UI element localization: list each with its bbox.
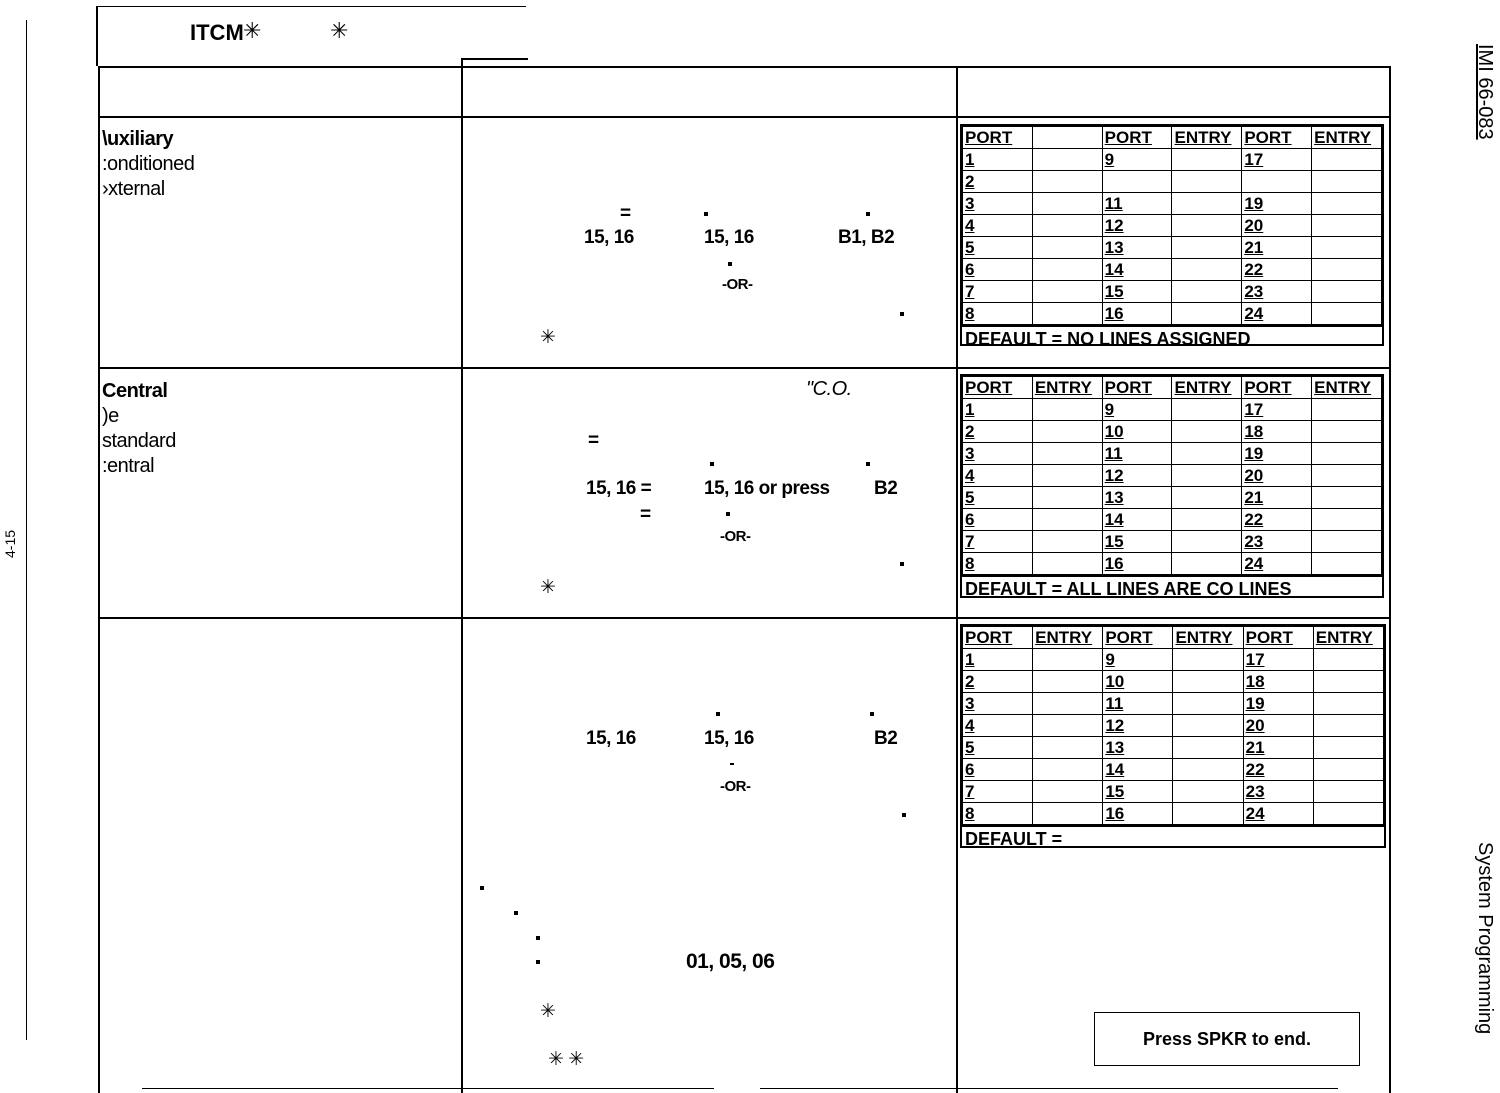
port-cell (1242, 171, 1312, 193)
port-cell: 2 (963, 671, 1033, 693)
entry-cell[interactable] (1312, 303, 1382, 325)
bullet (716, 712, 720, 716)
entry-cell[interactable] (1172, 149, 1242, 171)
port-cell: 15 (1102, 281, 1172, 303)
port-cell: 22 (1243, 759, 1313, 781)
port-numbers: 15, 16 = (586, 478, 652, 499)
port-cell: 13 (1102, 487, 1172, 509)
port-cell: 17 (1242, 149, 1312, 171)
port-entry-grid (960, 374, 1384, 598)
entry-cell[interactable] (1032, 171, 1102, 193)
port-cell: 17 (1243, 649, 1313, 671)
port-cell: 11 (1102, 443, 1172, 465)
port-cell: 11 (1103, 693, 1173, 715)
port-numbers: 15, 16 (704, 227, 754, 248)
bottom-rule-right (760, 1088, 1338, 1089)
or-label: -OR- (720, 778, 751, 795)
table-top-rule (98, 66, 1390, 68)
column-header-rule (98, 116, 1390, 118)
grid-header: PORT (1103, 627, 1173, 649)
entry-cell[interactable] (1033, 737, 1103, 759)
bullet (514, 911, 518, 915)
bullet (728, 262, 732, 266)
port-cell: 15 (1102, 531, 1172, 553)
port-cell: 11 (1102, 193, 1172, 215)
entry-cell[interactable] (1032, 303, 1102, 325)
entry-cell[interactable] (1172, 509, 1242, 531)
entry-cell[interactable] (1312, 399, 1382, 421)
port-cell: 12 (1102, 465, 1172, 487)
entry-cell[interactable] (1312, 465, 1382, 487)
bullet (704, 212, 708, 216)
entry-cell[interactable] (1313, 759, 1383, 781)
port-cell: 14 (1103, 759, 1173, 781)
entry-cell[interactable] (1312, 149, 1382, 171)
entry-cell[interactable] (1032, 237, 1102, 259)
port-numbers: 15, 16 or press (704, 478, 830, 499)
grid-header: ENTRY (1312, 377, 1382, 399)
entry-cell[interactable] (1032, 281, 1102, 303)
row2-line: )e (102, 405, 119, 427)
entry-cell[interactable] (1312, 171, 1382, 193)
entry-cell[interactable] (1172, 259, 1242, 281)
default-note: DEFAULT = ALL LINES ARE CO LINES (962, 575, 1382, 601)
entry-cell[interactable] (1032, 149, 1102, 171)
bullet (900, 312, 904, 316)
entry-cell[interactable] (1313, 693, 1383, 715)
entry-cell[interactable] (1032, 215, 1102, 237)
header-left-rule (96, 6, 98, 66)
port-cell: 2 (963, 171, 1033, 193)
port-cell: 6 (963, 259, 1033, 281)
co-label: "C.O. (806, 378, 852, 400)
entry-cell[interactable] (1312, 487, 1382, 509)
port-cell: 9 (1102, 399, 1172, 421)
port-cell: 14 (1102, 509, 1172, 531)
star-icon: ✳ (243, 18, 262, 43)
grid-header: PORT (963, 627, 1033, 649)
grid-header: PORT (1242, 377, 1312, 399)
port-entry-grid (960, 624, 1386, 848)
equals-sign: = (588, 430, 599, 451)
port-cell: 3 (963, 193, 1033, 215)
grid-header: ENTRY (1312, 127, 1382, 149)
port-cell: 13 (1102, 237, 1172, 259)
entry-cell[interactable] (1173, 803, 1243, 825)
grid-header: PORT (1102, 127, 1172, 149)
port-cell: 22 (1242, 509, 1312, 531)
grid-header (1032, 127, 1102, 149)
entry-cell[interactable] (1033, 715, 1103, 737)
bottom-rule-left (142, 1088, 714, 1089)
star-icon: ✳ (540, 577, 556, 598)
port-cell: 20 (1242, 465, 1312, 487)
entry-cell[interactable] (1313, 781, 1383, 803)
entry-cell[interactable] (1312, 281, 1382, 303)
doc-id: IMI 66-083 (1474, 44, 1496, 140)
row2-title: Central (102, 380, 168, 402)
entry-cell[interactable] (1173, 781, 1243, 803)
port-cell: 4 (963, 215, 1033, 237)
entry-cell[interactable] (1033, 693, 1103, 715)
port-cell: 12 (1103, 715, 1173, 737)
button-keys: B2 (874, 728, 898, 749)
entry-cell[interactable] (1032, 443, 1102, 465)
port-cell: 10 (1102, 421, 1172, 443)
port-cell: 16 (1103, 803, 1173, 825)
bullet (866, 462, 870, 466)
grid-header: PORT (1243, 627, 1313, 649)
bullet (900, 562, 904, 566)
port-cell: 5 (963, 487, 1033, 509)
entry-cell[interactable] (1172, 215, 1242, 237)
row2-line: standard (102, 430, 176, 452)
grid-header: ENTRY (1313, 627, 1383, 649)
entry-cell[interactable] (1172, 237, 1242, 259)
bullet (902, 813, 906, 817)
bullet (710, 462, 714, 466)
port-cell: 23 (1242, 281, 1312, 303)
port-cell: 24 (1242, 303, 1312, 325)
entry-cell[interactable] (1172, 443, 1242, 465)
port-cell: 21 (1242, 237, 1312, 259)
entry-cell[interactable] (1172, 399, 1242, 421)
grid-header: ENTRY (1033, 627, 1103, 649)
port-numbers: 15, 16 (586, 728, 636, 749)
entry-cell[interactable] (1312, 259, 1382, 281)
port-cell: 19 (1242, 443, 1312, 465)
itcm-label: ITCM (190, 20, 244, 45)
code-numbers: 01, 05, 06 (686, 950, 775, 973)
port-cell: 24 (1242, 553, 1312, 575)
bullet (866, 212, 870, 216)
entry-cell[interactable] (1313, 715, 1383, 737)
port-cell: 9 (1102, 149, 1172, 171)
port-cell (1102, 171, 1172, 193)
entry-cell[interactable] (1032, 399, 1102, 421)
entry-cell[interactable] (1313, 803, 1383, 825)
entry-cell[interactable] (1173, 759, 1243, 781)
port-cell: 16 (1102, 553, 1172, 575)
port-cell: 6 (963, 509, 1033, 531)
grid-header: PORT (963, 377, 1033, 399)
port-cell: 15 (1103, 781, 1173, 803)
port-cell: 17 (1242, 399, 1312, 421)
entry-cell[interactable] (1172, 465, 1242, 487)
button-keys: B2 (874, 478, 898, 499)
port-entry-grid (960, 124, 1384, 349)
default-note: DEFAULT = NO LINES ASSIGNED (962, 325, 1382, 351)
entry-cell[interactable] (1312, 531, 1382, 553)
button-keys: B1, B2 (838, 227, 895, 248)
entry-cell[interactable] (1033, 671, 1103, 693)
port-cell: 18 (1243, 671, 1313, 693)
port-cell: 7 (963, 781, 1033, 803)
port-cell: 10 (1103, 671, 1173, 693)
col-mid-rule (461, 58, 463, 1093)
row1-title: \uxiliary (102, 128, 174, 150)
port-cell: 8 (963, 303, 1033, 325)
entry-cell[interactable] (1312, 509, 1382, 531)
entry-cell[interactable] (1313, 671, 1383, 693)
entry-cell[interactable] (1032, 509, 1102, 531)
entry-cell[interactable] (1313, 649, 1383, 671)
grid-header: PORT (1102, 377, 1172, 399)
page-number: 4-15 (2, 529, 18, 558)
entry-cell[interactable] (1033, 759, 1103, 781)
port-numbers: 15, 16 (704, 728, 754, 749)
or-label: -OR- (722, 276, 753, 293)
entry-cell[interactable] (1032, 259, 1102, 281)
entry-cell[interactable] (1033, 803, 1103, 825)
port-cell: 23 (1243, 781, 1313, 803)
port-cell: 16 (1102, 303, 1172, 325)
bullet (870, 712, 874, 716)
entry-cell[interactable] (1032, 193, 1102, 215)
port-cell: 2 (963, 421, 1033, 443)
bullet (536, 960, 540, 964)
press-spkr-to-end-box (1094, 1012, 1360, 1066)
grid-header: ENTRY (1172, 377, 1242, 399)
star-icon: ✳ (540, 1001, 556, 1022)
port-cell: 20 (1242, 215, 1312, 237)
port-cell: 19 (1243, 693, 1313, 715)
port-cell: 5 (963, 737, 1033, 759)
port-cell: 1 (963, 149, 1033, 171)
entry-cell[interactable] (1032, 487, 1102, 509)
entry-cell[interactable] (1172, 171, 1242, 193)
port-cell: 3 (963, 693, 1033, 715)
port-cell: 20 (1243, 715, 1313, 737)
entry-cell[interactable] (1173, 693, 1243, 715)
port-cell: 24 (1243, 803, 1313, 825)
port-cell: 1 (963, 649, 1033, 671)
entry-cell[interactable] (1032, 421, 1102, 443)
port-numbers: 15, 16 (584, 227, 634, 248)
entry-cell[interactable] (1172, 193, 1242, 215)
port-cell: 5 (963, 237, 1033, 259)
star-icon: ✳ (540, 327, 556, 348)
entry-cell[interactable] (1173, 649, 1243, 671)
port-cell: 8 (963, 803, 1033, 825)
entry-cell[interactable] (1173, 715, 1243, 737)
port-cell: 9 (1103, 649, 1173, 671)
row1-bottom-rule (98, 367, 1390, 369)
row1-line: :onditioned (102, 153, 195, 175)
entry-cell[interactable] (1313, 737, 1383, 759)
equals-sign: = (620, 203, 631, 224)
margin-rule (26, 20, 27, 1040)
header-top-rule (96, 6, 526, 7)
grid-header: ENTRY (1032, 377, 1102, 399)
port-cell: 21 (1243, 737, 1313, 759)
grid-header: ENTRY (1173, 627, 1243, 649)
equals-sign: = (640, 504, 651, 525)
port-cell: 19 (1242, 193, 1312, 215)
port-cell: 6 (963, 759, 1033, 781)
port-cell: 1 (963, 399, 1033, 421)
port-cell: 21 (1242, 487, 1312, 509)
col-right-rule (956, 66, 958, 1093)
table-right-rule (1389, 66, 1391, 1093)
row1-line: ›xternal (102, 178, 165, 200)
port-cell: 3 (963, 443, 1033, 465)
bullet (536, 936, 540, 940)
bullet (480, 886, 484, 890)
grid-header: PORT (963, 127, 1033, 149)
section-title: System Programming (1474, 842, 1496, 1035)
star-icon: ✳ (330, 18, 349, 43)
port-cell: 13 (1103, 737, 1173, 759)
default-note: DEFAULT = (962, 825, 1384, 851)
port-cell: 12 (1102, 215, 1172, 237)
header-tab-rule (462, 58, 528, 60)
or-label: -OR- (720, 528, 751, 545)
entry-cell[interactable] (1312, 193, 1382, 215)
entry-cell[interactable] (1032, 553, 1102, 575)
port-cell: 23 (1242, 531, 1312, 553)
grid-header: ENTRY (1172, 127, 1242, 149)
double-star-icon: ✳ ✳ (548, 1049, 584, 1070)
entry-cell[interactable] (1312, 237, 1382, 259)
port-cell: 14 (1102, 259, 1172, 281)
entry-cell[interactable] (1033, 781, 1103, 803)
entry-cell[interactable] (1312, 215, 1382, 237)
entry-cell[interactable] (1032, 465, 1102, 487)
entry-cell[interactable] (1032, 531, 1102, 553)
row2-bottom-rule (98, 617, 1390, 619)
port-cell: 8 (963, 553, 1033, 575)
entry-cell[interactable] (1173, 671, 1243, 693)
port-cell: 18 (1242, 421, 1312, 443)
entry-cell[interactable] (1312, 421, 1382, 443)
entry-cell[interactable] (1173, 737, 1243, 759)
entry-cell[interactable] (1172, 531, 1242, 553)
entry-cell[interactable] (1033, 649, 1103, 671)
col-left-rule (98, 66, 100, 1093)
entry-cell[interactable] (1172, 487, 1242, 509)
entry-cell[interactable] (1312, 443, 1382, 465)
port-cell: 4 (963, 715, 1033, 737)
bullet (726, 512, 730, 516)
entry-cell[interactable] (1312, 553, 1382, 575)
grid-header: PORT (1242, 127, 1312, 149)
entry-cell[interactable] (1172, 553, 1242, 575)
row2-line: :entral (102, 455, 155, 477)
end-instruction: Press SPKR to end. (1142, 1028, 1312, 1049)
port-cell: 22 (1242, 259, 1312, 281)
port-cell: 4 (963, 465, 1033, 487)
port-cell: 7 (963, 531, 1033, 553)
entry-cell[interactable] (1172, 303, 1242, 325)
entry-cell[interactable] (1172, 281, 1242, 303)
port-cell: 7 (963, 281, 1033, 303)
bullet (730, 763, 734, 765)
entry-cell[interactable] (1172, 421, 1242, 443)
